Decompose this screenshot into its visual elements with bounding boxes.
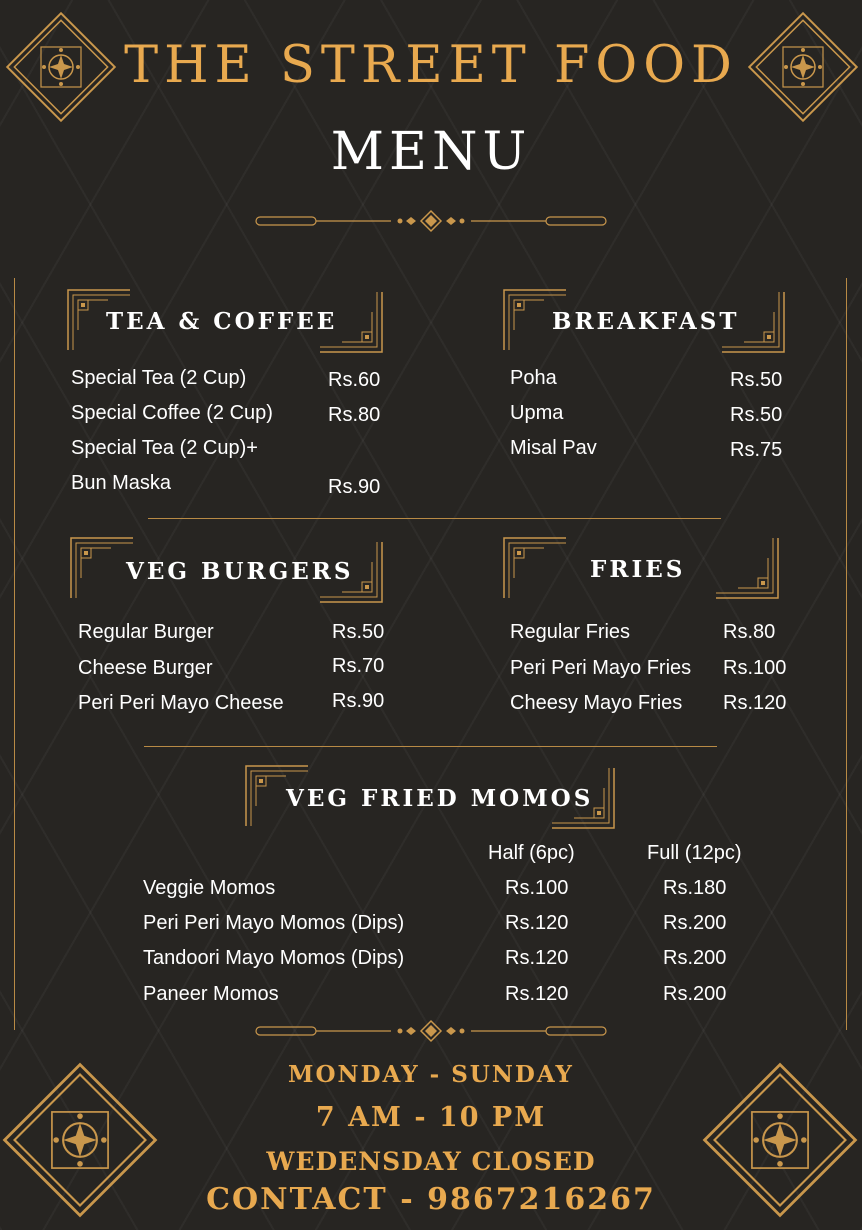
- menu-item-name: Cheese Burger: [78, 657, 213, 679]
- menu-item-price: Rs.90: [332, 690, 385, 712]
- menu-item-price-half: Rs.100: [505, 877, 569, 899]
- menu-item-price: Rs.120: [723, 692, 787, 714]
- section-title-veg-fried-momos: VEG FRIED MOMOS: [286, 785, 594, 812]
- menu-item-name: Special Tea (2 Cup): [71, 367, 247, 389]
- menu-item-price-full: Rs.200: [663, 947, 727, 969]
- menu-item-name: Special Tea (2 Cup)+: [71, 437, 258, 459]
- menu-item-price-half: Rs.120: [505, 912, 569, 934]
- menu-item-price-full: Rs.200: [663, 912, 727, 934]
- menu-item-name: Cheesy Mayo Fries: [510, 692, 683, 714]
- page-title: THE STREET FOOD: [124, 36, 738, 95]
- bracket-bottom-right: [716, 538, 780, 602]
- menu-item-name: Upma: [510, 402, 564, 424]
- section-title-fries: FRIES: [590, 556, 686, 583]
- menu-item-name: Peri Peri Mayo Cheese: [78, 692, 284, 714]
- section-title-tea-coffee: TEA & COFFEE: [106, 308, 338, 335]
- menu-item-price: Rs.50: [730, 369, 783, 391]
- column-header-half: Half (6pc): [488, 842, 575, 864]
- menu-item-name: Regular Fries: [510, 621, 631, 643]
- section-divider: [144, 746, 717, 747]
- menu-item-name: Paneer Momos: [143, 983, 279, 1005]
- column-header-full: Full (12pc): [647, 842, 742, 864]
- section-title-veg-burgers: VEG BURGERS: [126, 558, 354, 585]
- closed-day: WEDENSDAY CLOSED: [266, 1147, 596, 1176]
- menu-item-price: Rs.60: [328, 369, 381, 391]
- menu-item-name: Bun Maska: [71, 472, 172, 494]
- menu-item-name: Tandoori Mayo Momos (Dips): [143, 947, 405, 969]
- opening-days: MONDAY - SUNDAY: [288, 1061, 574, 1088]
- section-title-breakfast: BREAKFAST: [552, 308, 740, 335]
- menu-item-price: Rs.80: [723, 621, 776, 643]
- menu-item-name: Poha: [510, 367, 557, 389]
- menu-item-price: Rs.80: [328, 404, 381, 426]
- menu-item-price-full: Rs.200: [663, 983, 727, 1005]
- page-subtitle: MENU: [330, 122, 532, 182]
- menu-item-name: Misal Pav: [510, 437, 597, 459]
- menu-item-name: Peri Peri Mayo Fries: [510, 657, 692, 679]
- contact-number: CONTACT - 9867216267: [206, 1182, 656, 1217]
- menu-item-price: Rs.100: [723, 657, 787, 679]
- bracket-top-left: [504, 538, 568, 602]
- divider-ornament-top: [256, 211, 606, 231]
- section-divider: [148, 518, 721, 519]
- menu-item-price-full: Rs.180: [663, 877, 727, 899]
- menu-item-name: Veggie Momos: [143, 877, 276, 899]
- frame-line-right: [846, 278, 847, 1030]
- menu-item-price: Rs.50: [332, 621, 385, 643]
- opening-hours: 7 AM - 10 PM: [315, 1102, 547, 1133]
- menu-item-price-half: Rs.120: [505, 983, 569, 1005]
- menu-item-name: Special Coffee (2 Cup): [71, 402, 273, 424]
- menu-item-name: Regular Burger: [78, 621, 214, 643]
- menu-item-price: Rs.50: [730, 404, 783, 426]
- menu-item-price-half: Rs.120: [505, 947, 569, 969]
- frame-line-left: [14, 278, 15, 1030]
- divider-ornament-bottom: [256, 1021, 606, 1041]
- menu-item-price: Rs.75: [730, 439, 783, 461]
- menu-item-price: Rs.70: [332, 655, 385, 677]
- menu-item-name: Peri Peri Mayo Momos (Dips): [143, 912, 405, 934]
- menu-item-price: Rs.90: [328, 476, 381, 498]
